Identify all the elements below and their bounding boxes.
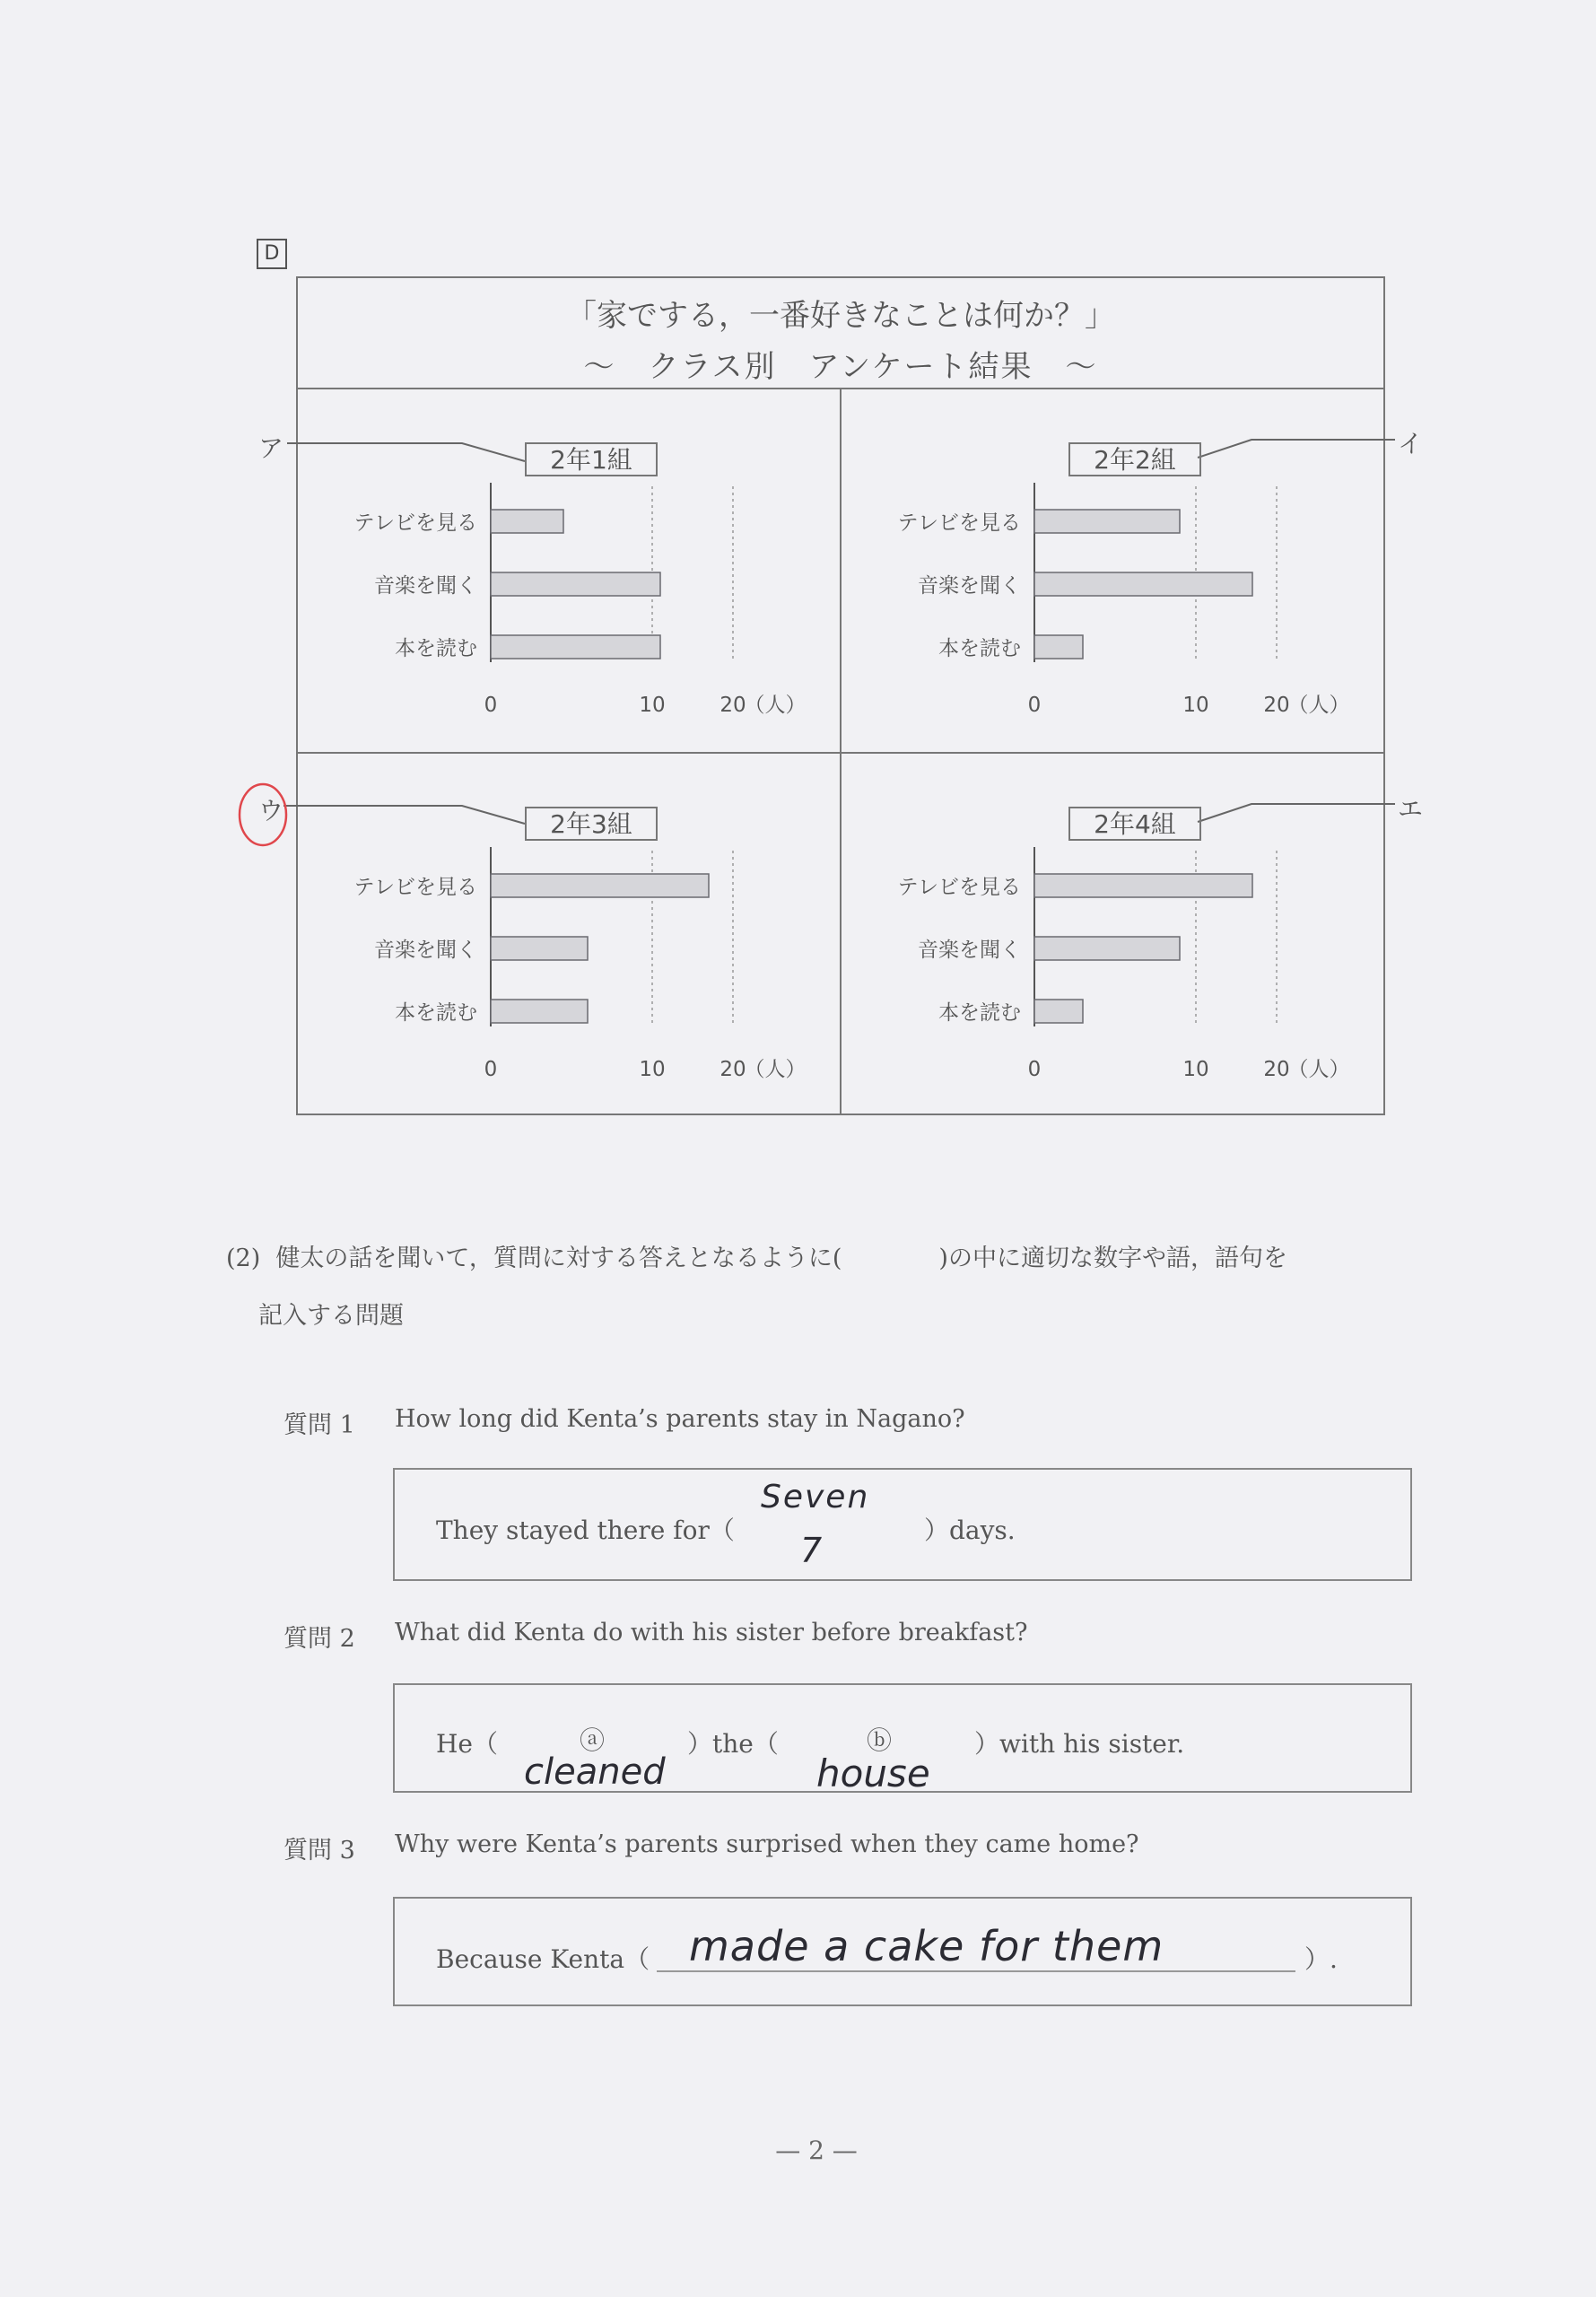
label-a: ア	[258, 433, 284, 463]
bar	[1034, 874, 1252, 897]
answer-3-before: Because Kenta（	[436, 1944, 650, 1974]
category-label: テレビを見る	[353, 876, 477, 899]
survey-title: 「家でする，一番好きなことは何か？」	[566, 298, 1115, 334]
answer-2-slot-b: ⓑ	[867, 1725, 893, 1755]
category-label: 本を読む	[938, 637, 1021, 660]
x-tick-label: 0	[484, 694, 498, 717]
handwritten-answer-2b: house	[816, 1751, 930, 1795]
answer-2-he: He（	[436, 1729, 498, 1759]
label-u: ウ	[258, 796, 284, 825]
category-label: テレビを見る	[897, 511, 1021, 535]
category-label: テレビを見る	[353, 511, 477, 535]
handwritten-answer-1-word: Seven	[761, 1479, 870, 1515]
bar	[491, 572, 660, 596]
category-label: 本を読む	[938, 1001, 1021, 1025]
answer-2-after: ）with his sister.	[974, 1729, 1185, 1759]
x-tick-label: 20	[1263, 1058, 1290, 1081]
question-3-text: Why were Kenta’s parents surprised when they came home?	[395, 1830, 1139, 1858]
x-tick-label: 10	[1182, 1058, 1209, 1081]
chart-class-2-4	[845, 755, 1382, 1113]
bar	[1034, 572, 1252, 596]
label-e: エ	[1398, 794, 1424, 824]
x-tick-label: 20	[1263, 694, 1290, 717]
x-tick-label: 20	[720, 694, 746, 717]
category-label: 音楽を聞く	[374, 939, 477, 962]
category-label: テレビを見る	[897, 876, 1021, 899]
x-axis-unit: （人）	[1287, 694, 1350, 717]
chart-class-2-3	[301, 755, 838, 1113]
x-tick-label: 0	[484, 1058, 498, 1081]
answer-2-slot-a: ⓐ	[580, 1725, 606, 1755]
x-axis-unit: （人）	[744, 1058, 807, 1081]
part2-number: (2)	[226, 1245, 261, 1272]
x-tick-label: 10	[639, 694, 666, 717]
x-tick-label: 10	[1182, 694, 1209, 717]
bar	[1034, 1000, 1083, 1023]
part2-instruction-line2: 記入する問題	[258, 1302, 404, 1330]
answer-box-2[interactable]	[393, 1683, 1412, 1793]
bar	[491, 1000, 588, 1023]
x-tick-label: 10	[639, 1058, 666, 1081]
question-2-text: What did Kenta do with his sister before breakfast?	[395, 1619, 1028, 1646]
question-1-text: How long did Kenta’s parents stay in Nagano?	[395, 1405, 965, 1433]
answer-box-3[interactable]	[393, 1897, 1412, 2006]
answer-box-1[interactable]	[393, 1468, 1412, 1581]
question-2-label: 質問 2	[283, 1625, 355, 1653]
section-label: D	[257, 239, 287, 269]
survey-subtitle: ～ クラス別 アンケート結果 ～	[583, 349, 1098, 385]
handwritten-answer-3: made a cake for them	[689, 1922, 1164, 1970]
bar	[1034, 510, 1180, 533]
class-title: 2年1組	[550, 445, 632, 475]
category-label: 音楽を聞く	[374, 574, 477, 598]
handwritten-answer-1-digit: 7	[800, 1531, 823, 1570]
category-label: 本を読む	[395, 1001, 477, 1025]
class-title: 2年3組	[550, 809, 632, 839]
bar	[1034, 937, 1180, 960]
x-tick-label: 0	[1027, 694, 1042, 717]
class-title: 2年4組	[1094, 809, 1176, 839]
answer-3-underline	[657, 1970, 1295, 1972]
chart-class-2-1	[301, 391, 838, 750]
category-label: 音楽を聞く	[918, 939, 1021, 962]
answer-1-after: ）days.	[924, 1515, 1016, 1545]
class-title: 2年2組	[1094, 445, 1176, 475]
category-label: 音楽を聞く	[918, 574, 1021, 598]
bar	[1034, 635, 1083, 659]
answer-3-after: ）.	[1304, 1944, 1338, 1974]
answer-2-the: ）the（	[687, 1729, 779, 1759]
bar	[491, 510, 563, 533]
x-tick-label: 0	[1027, 1058, 1042, 1081]
part2-instruction-line1: 健太の話を聞いて，質問に対する答えとなるように( )の中に適切な数字や語，語句を	[275, 1245, 1287, 1272]
part2-instruction	[226, 1238, 1482, 1273]
bar	[491, 937, 588, 960]
label-i: イ	[1398, 429, 1424, 459]
question-1-label: 質問 1	[283, 1411, 355, 1439]
chart-class-2-2	[845, 391, 1382, 750]
answer-1-before: They stayed there for（	[436, 1515, 735, 1545]
category-label: 本を読む	[395, 637, 477, 660]
x-axis-unit: （人）	[1287, 1058, 1350, 1081]
page-number: — 2 —	[775, 2135, 858, 2165]
question-3-label: 質問 3	[283, 1837, 355, 1865]
bar	[491, 874, 709, 897]
bar	[491, 635, 660, 659]
x-tick-label: 20	[720, 1058, 746, 1081]
x-axis-unit: （人）	[744, 694, 807, 717]
handwritten-answer-2a: cleaned	[524, 1751, 666, 1793]
